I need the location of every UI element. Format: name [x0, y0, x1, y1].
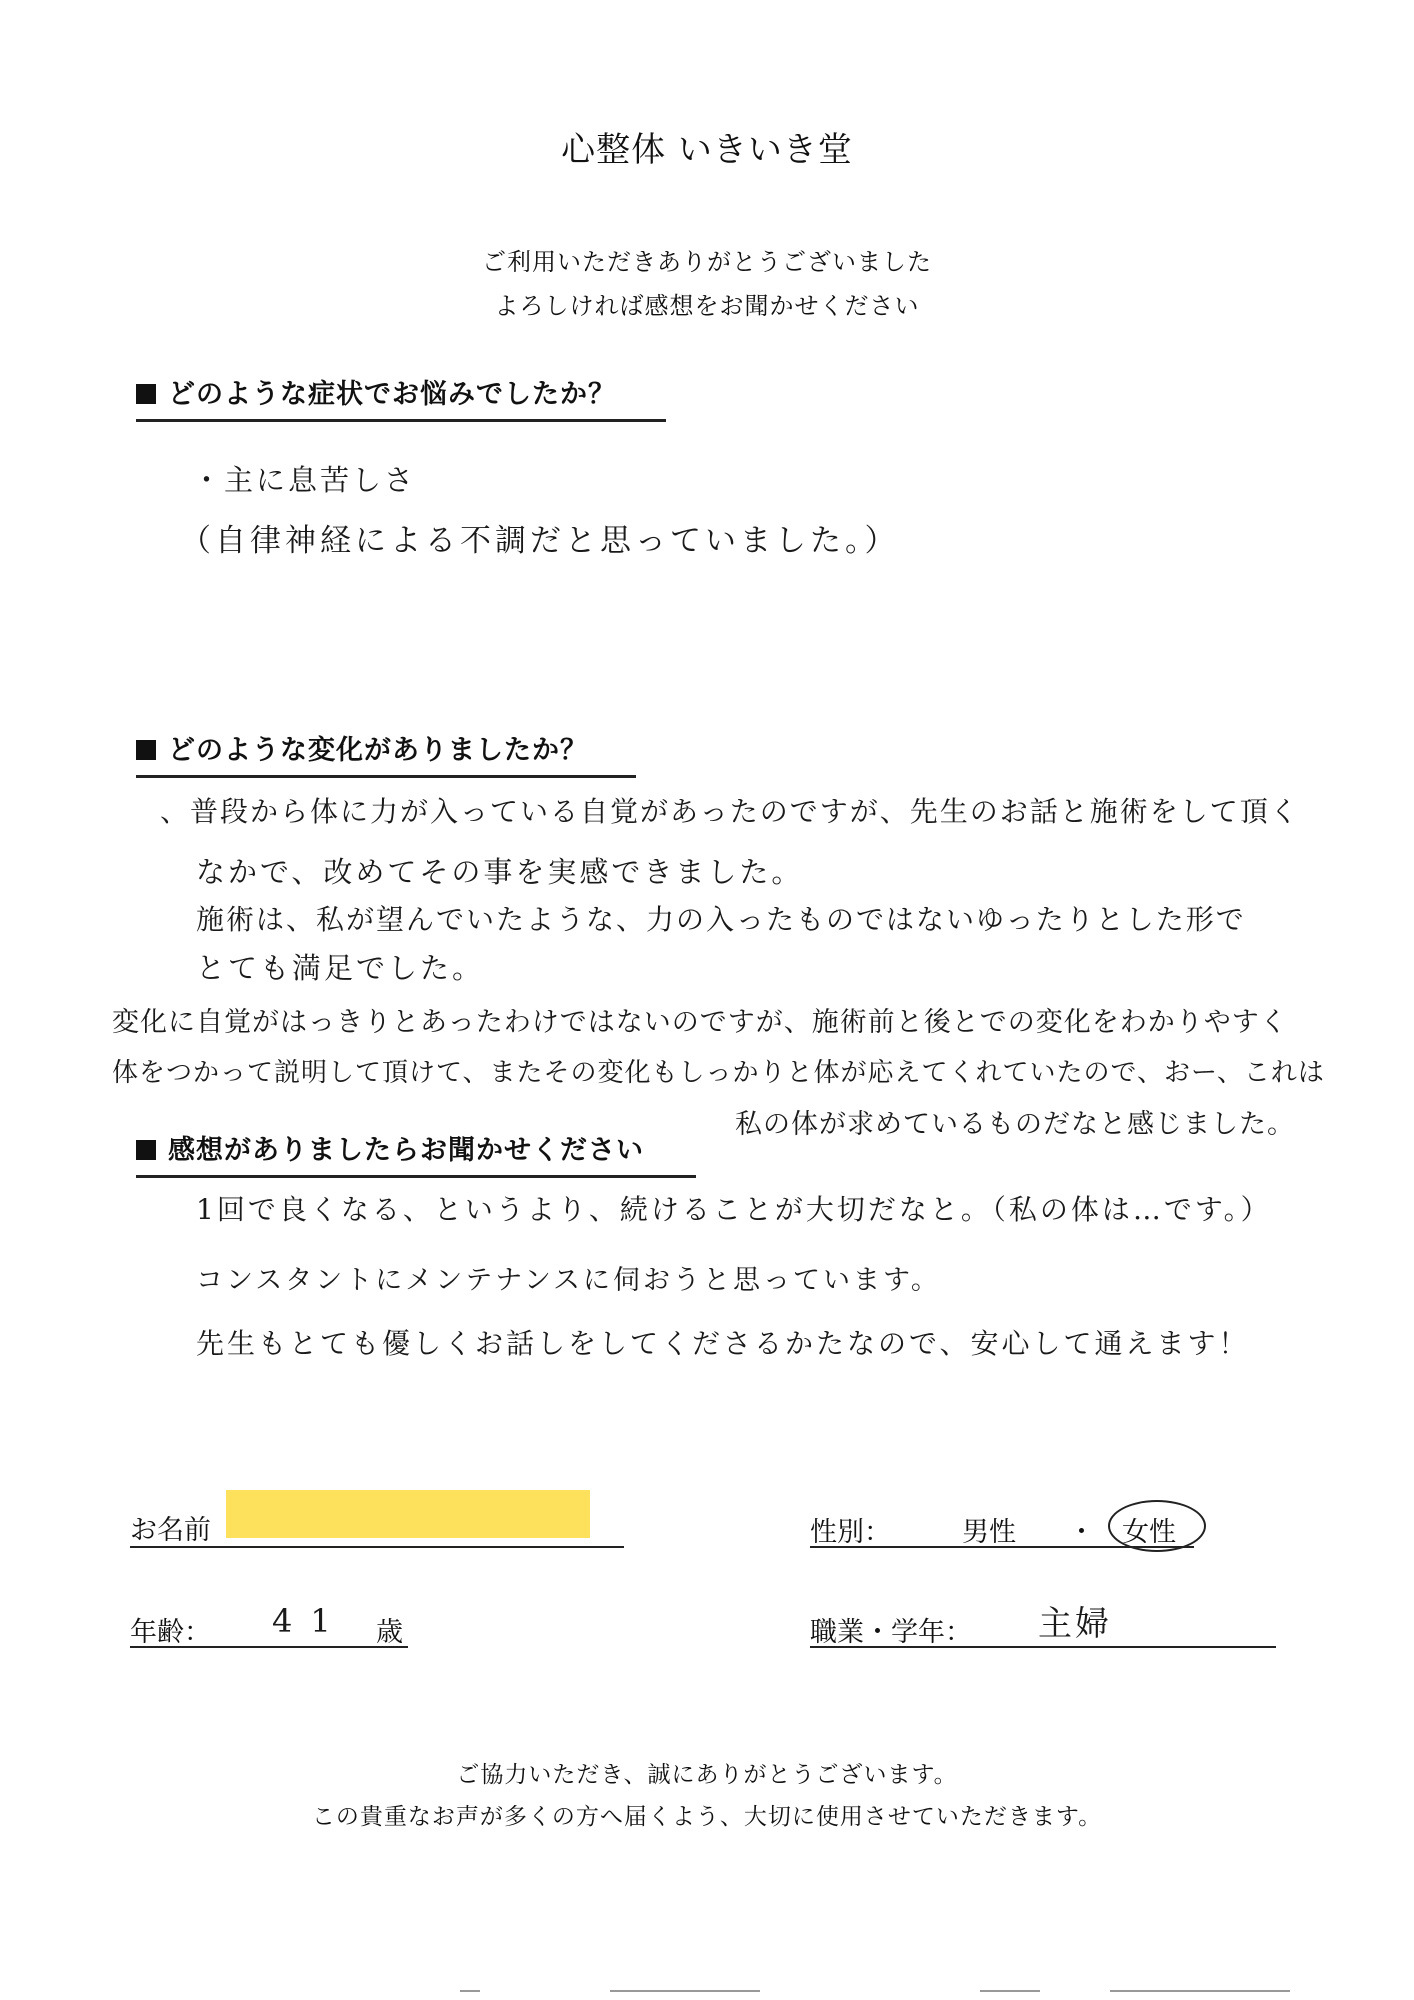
changes-line-6: 体をつかって説明して頂けて、またその変化もしっかりと体が応えてくれていたので、おー、これは	[112, 1058, 1325, 1088]
name-underline	[130, 1546, 624, 1548]
name-label: お名前	[130, 1515, 211, 1546]
gender-option-female: 女性	[1122, 1517, 1176, 1548]
symptoms-line-1: ・主に息苦しさ	[192, 463, 417, 497]
name-redaction	[226, 1490, 590, 1538]
age-unit: 歳	[376, 1617, 403, 1648]
symptoms-line-2: （自律神経による不調だと思っていました。）	[180, 523, 900, 559]
changes-line-3: 施術は、私が望んでいたような、力の入ったものではないゆったりとした形で	[196, 903, 1246, 936]
gender-label: 性別：	[810, 1517, 891, 1548]
changes-line-5: 変化に自覚がはっきりとあったわけではないのですが、施術前と後とでの変化をわかりやすく	[112, 1007, 1288, 1038]
impressions-line-3: 先生もとても優しくお話しをしてくださるかたなので、安心して通えます！	[196, 1327, 1250, 1360]
scan-artifact	[980, 1990, 1040, 1992]
occupation-value: 主婦	[1038, 1604, 1112, 1644]
footer-line-2: この貴重なお声が多くの方へ届くよう、大切に使用させていただきます。	[311, 1804, 1103, 1830]
age-label: 年齢：	[130, 1617, 211, 1648]
changes-line-2: なかで、改めてその事を実感できました。	[196, 855, 804, 889]
intro-line-2: よろしければ感想をお聞かせください	[494, 292, 920, 320]
symptoms-heading-text: どのような症状でお悩みでしたか？	[168, 379, 616, 410]
scan-artifact	[1110, 1990, 1290, 1992]
scan-artifact	[610, 1990, 760, 1992]
square-bullet-icon	[136, 1140, 156, 1160]
changes-line-4: とても満足でした。	[196, 951, 485, 985]
changes-heading	[136, 728, 636, 778]
impressions-heading	[136, 1128, 696, 1178]
changes-line-1: 、普段から体に力が入っている自覚があったのですが、先生のお話と施術をして頂く	[160, 795, 1300, 828]
impressions-heading-text: 感想がありましたらお聞かせください	[168, 1135, 644, 1166]
changes-line-7: 私の体が求めているものだなと感じました。	[735, 1109, 1295, 1140]
gender-separator: ・	[1068, 1517, 1095, 1548]
footer-line-1: ご協力いただき、誠にありがとうございます。	[456, 1762, 958, 1788]
gender-underline	[810, 1546, 1194, 1548]
square-bullet-icon	[136, 384, 156, 404]
page-title: 心整体 いきいき堂	[561, 130, 853, 170]
square-bullet-icon	[136, 740, 156, 760]
age-underline	[130, 1646, 408, 1648]
age-value: 41	[272, 1602, 349, 1640]
changes-heading-text: どのような変化がありましたか？	[168, 735, 588, 766]
impressions-line-1: 1回で良くなる、というより、続けることが大切だなと。（私の体は…です。）	[196, 1193, 1272, 1226]
gender-option-male: 男性	[962, 1517, 1016, 1548]
scan-artifact	[460, 1990, 480, 1992]
impressions-line-2: コンスタントにメンテナンスに伺おうと思っています。	[196, 1265, 941, 1296]
occupation-label: 職業・学年：	[810, 1617, 972, 1648]
intro-line-1: ご利用いただきありがとうございました	[482, 248, 932, 276]
occupation-underline	[810, 1646, 1276, 1648]
selected-circle-mark	[1108, 1500, 1206, 1552]
symptoms-heading	[136, 372, 666, 422]
